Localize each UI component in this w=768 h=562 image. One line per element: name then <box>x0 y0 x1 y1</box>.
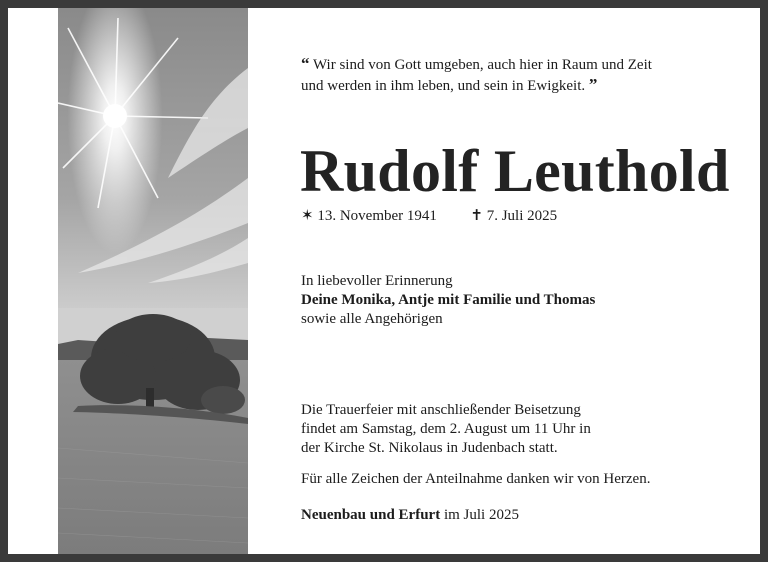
open-quote-mark: “ <box>301 54 310 73</box>
remembrance-line-3: sowie alle Angehörigen <box>301 311 443 327</box>
remembrance-block <box>301 272 595 329</box>
obituary-card <box>8 8 760 554</box>
funeral-info <box>301 401 591 458</box>
quote-line-1: Wir sind von Gott umgeben, auch hier in Raum und Zeit <box>312 57 652 73</box>
funeral-line-1: Die Trauerfeier mit anschließender Beisetzung <box>301 402 581 418</box>
birth-star-icon: ✶ <box>301 208 314 224</box>
bible-quote <box>301 54 751 96</box>
death-date: 7. Juli 2025 <box>486 208 558 224</box>
signature-places: Neuenbau und Erfurt <box>301 507 441 523</box>
funeral-line-2: findet am Samstag, dem 2. August um 11 Uhr in <box>301 421 591 437</box>
death-cross-icon: ✝ <box>470 208 483 224</box>
remembrance-mourners: Deine Monika, Antje mit Familie und Thomas <box>301 292 596 308</box>
thanks-text: Für alle Zeichen der Anteilnahme danken wir von Herzen. <box>301 471 651 487</box>
signature-date: im Juli 2025 <box>443 507 519 523</box>
deceased-name: Rudolf Leuthold <box>300 138 730 204</box>
landscape-photo <box>58 8 248 554</box>
quote-line-2: und werden in ihm leben, und sein in Ewigkeit. <box>301 78 586 94</box>
life-dates <box>301 206 557 225</box>
funeral-line-3: der Kirche St. Nikolaus in Judenbach statt. <box>301 440 558 456</box>
remembrance-line-1: In liebevoller Erinnerung <box>301 273 453 289</box>
close-quote-mark: ” <box>588 75 598 94</box>
birth-date: 13. November 1941 <box>317 208 437 224</box>
signature-line <box>301 507 519 524</box>
sun <box>103 104 127 128</box>
